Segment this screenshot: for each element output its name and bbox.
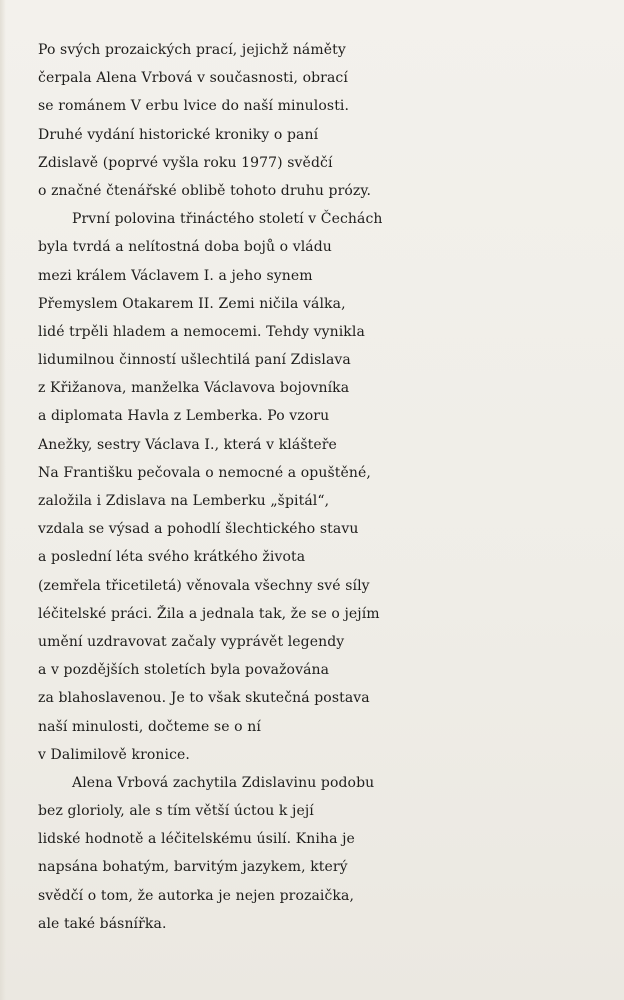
text-line: za blahoslavenou. Je to však skutečná postava (38, 690, 370, 707)
text-line: čerpala Alena Vrbová v současnosti, obrací (38, 70, 348, 87)
text-line: a diplomata Havla z Lemberka. Po vzoru (38, 408, 330, 425)
text-line: lidské hodnotě a léčitelskému úsilí. Kniha je (38, 831, 355, 848)
text-line: z Křižanova, manželka Václavova bojovníka (38, 380, 350, 397)
text-line: naší minulosti, dočteme se o ní (38, 718, 261, 735)
text-line: napsána bohatým, barvitým jazykem, který (38, 859, 348, 876)
text-line: Na Františku pečovala o nemocné a opuštěné, (38, 464, 371, 481)
text-line: mezi králem Václavem I. a jeho synem (38, 267, 313, 284)
text-line: Po svých prozaických prací, jejichž náměty (38, 42, 346, 58)
text-line: lidé trpěli hladem a nemocemi. Tehdy vynikla (38, 323, 365, 340)
text-line: První polovina třináctého století v Čechách (72, 211, 383, 228)
text-line: Anežky, sestry Václava I., která v klášteře (38, 436, 337, 453)
text-line: bez glorioly, ale s tím větší úctou k její (38, 803, 314, 820)
text-line: Alena Vrbová zachytila Zdislavinu podobu (72, 774, 375, 791)
text-line: o značné čtenářské oblibě tohoto druhu prózy. (38, 182, 372, 199)
text-line: Přemyslem Otakarem II. Zemi ničila válka, (38, 295, 346, 312)
text-line: Zdislavě (poprvé vyšla roku 1977) svědčí (38, 154, 333, 171)
text-line: Druhé vydání historické kroniky o paní (38, 126, 319, 143)
text-line: a v pozdějších stoletích byla považována (38, 662, 330, 679)
text-line: v Dalimilově kronice. (38, 746, 190, 763)
text-line: léčitelské práci. Žila a jednala tak, že se o jejím (38, 605, 380, 622)
text-line: se románem V erbu lvice do naší minulosti. (38, 98, 350, 115)
text-line: a poslední léta svého krátkého života (38, 549, 306, 566)
text-line: (zemřela třicetiletá) věnovala všechny své síly (38, 577, 370, 594)
text-line: svědčí o tom, že autorka je nejen prozaička, (38, 887, 354, 904)
text-line: ale také básnířka. (38, 915, 167, 932)
text-line: vzdala se výsad a pohodlí šlechtického stavu (38, 521, 359, 538)
text-line: byla tvrdá a nelítostná doba bojů o vládu (38, 239, 332, 256)
page-edge-shade (0, 0, 6, 1000)
text-line: umění uzdravovat začaly vyprávět legendy (38, 633, 345, 650)
blurb-text (38, 36, 598, 938)
text-line: založila i Zdislava na Lemberku „špitál“, (38, 493, 330, 509)
text-line: lidumilnou činností ušlechtilá paní Zdislava (38, 352, 351, 369)
